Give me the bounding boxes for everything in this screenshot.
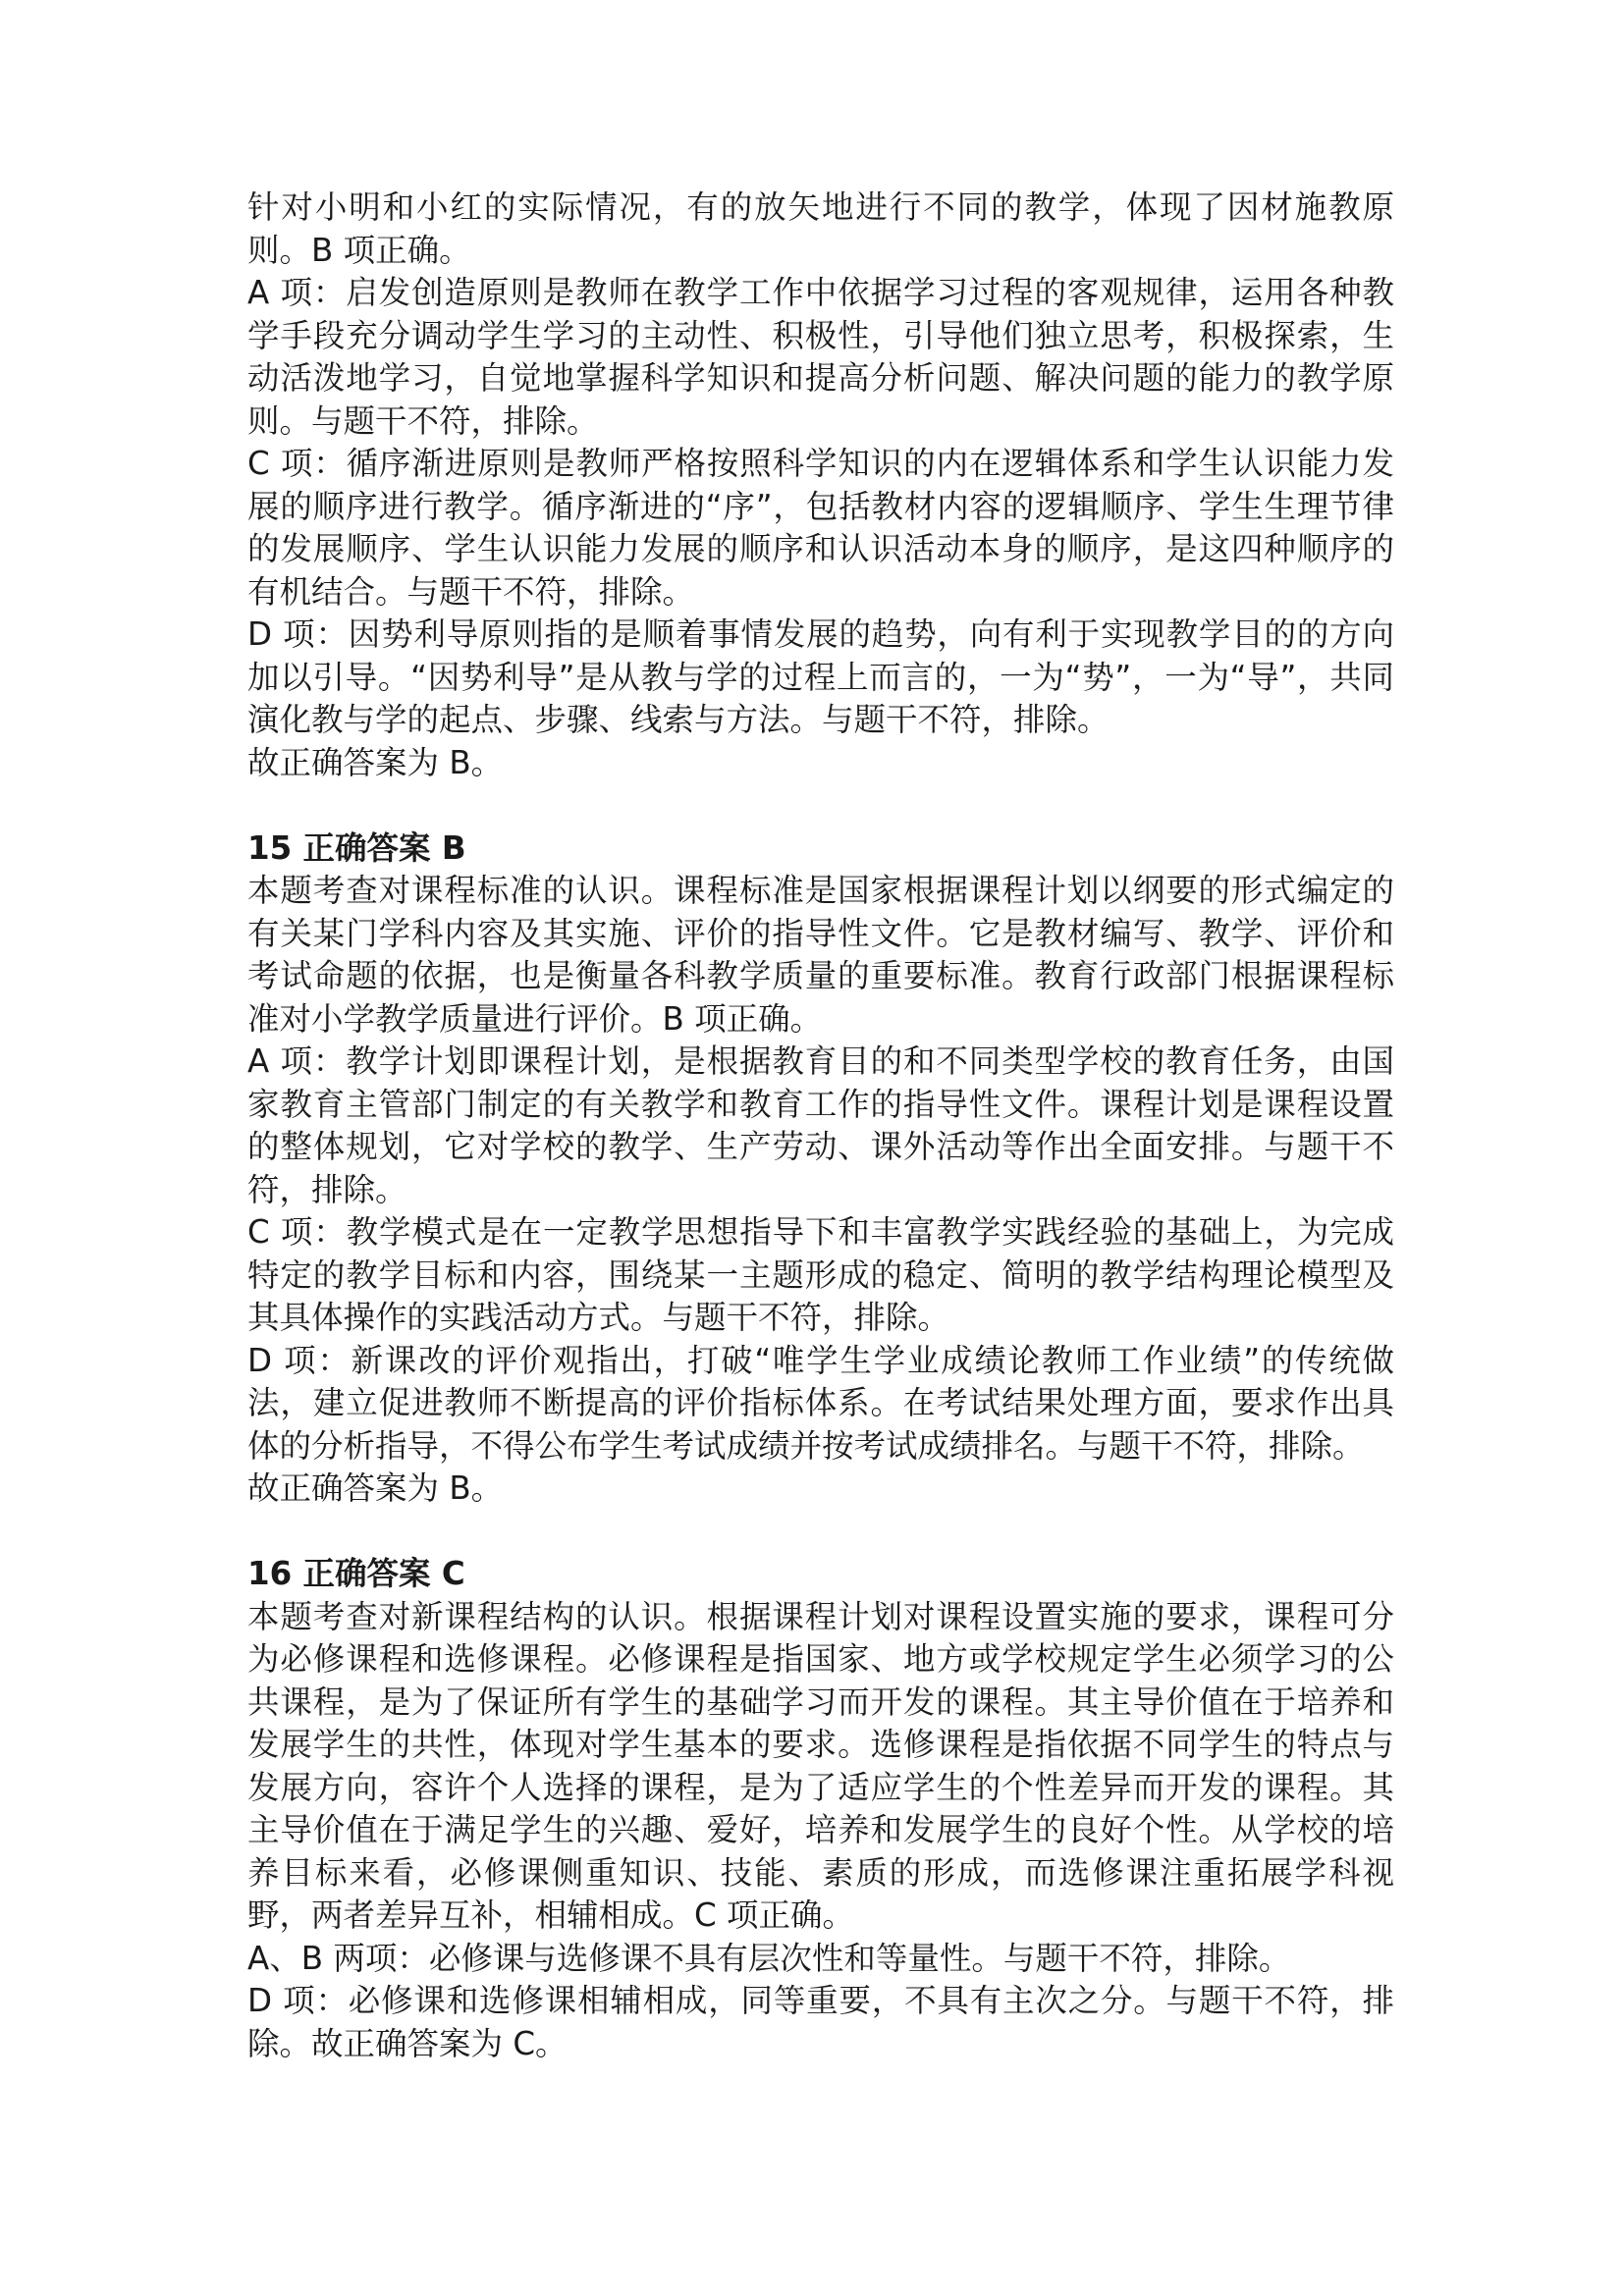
q16-option-d: D 项：必修课和选修课相辅相成，同等重要，不具有主次之分。与题干不符，排除。故正确答案为 C。 xyxy=(247,1982,1394,2062)
intro-option-d: D 项：因势利导原则指的是顺着事情发展的趋势，向有利于实现教学目的的方向加以引导。“因势利导”是从教与学的过程上而言的，一为“势”，一为“导”，共同演化教与学的起点、步骤、线索与方法。与题干不符，排除。 xyxy=(247,615,1394,738)
question-16-heading: 16 正确答案 C xyxy=(247,1555,465,1592)
q15-option-c: C 项：教学模式是在一定教学思想指导下和丰富教学实践经验的基础上，为完成特定的教学目标和内容，围绕某一主题形成的稳定、简明的教学结构理论模型及其具体操作的实践活动方式。与题干不符，排除。 xyxy=(247,1213,1394,1336)
q15-option-a: A 项：教学计划即课程计划，是根据教育目的和不同类型学校的教育任务，由国家教育主管部门制定的有关教学和教育工作的指导性文件。课程计划是课程设置的整体规划，它对学校的教学、生产劳动、课外活动等作出全面安排。与题干不符，排除。 xyxy=(247,1042,1394,1208)
section-spacer xyxy=(247,1511,1394,1554)
intro-conclusion: 故正确答案为 B。 xyxy=(247,743,504,781)
q15-explanation: 本题考查对课程标准的认识。课程标准是国家根据课程计划以纲要的形式编定的有关某门学科内容及其实施、评价的指导性文件。它是教材编写、教学、评价和考试命题的依据，也是衡量各科教学质量的重要标准。教育行政部门根据课程标准对小学教学质量进行评价。B 项正确。 xyxy=(247,872,1394,1038)
intro-option-a: A 项：启发创造原则是教师在教学工作中依据学习过程的客观规律，运用各种教学手段充分调动学生学习的主动性、积极性，引导他们独立思考，积极探索，生动活泼地学习，自觉地掌握科学知识和提高分析问题、解决问题的能力的教学原则。与题干不符，排除。 xyxy=(247,274,1394,440)
document-page xyxy=(247,187,1394,2065)
q16-option-ab: A、B 两项：必修课与选修课不具有层次性和等量性。与题干不符，排除。 xyxy=(247,1939,1291,1977)
section-spacer xyxy=(247,784,1394,828)
question-15-heading: 15 正确答案 B xyxy=(247,828,466,867)
q15-option-d: D 项：新课改的评价观指出，打破“唯学生学业成绩论教师工作业绩”的传统做法，建立促进教师不断提高的评价指标体系。在考试结果处理方面，要求作出具体的分析指导，不得公布学生考试成绩并按考试成绩排名。与题干不符，排除。 xyxy=(247,1341,1394,1465)
q15-conclusion: 故正确答案为 B。 xyxy=(247,1469,504,1507)
question-15-section xyxy=(247,828,1394,1511)
intro-section xyxy=(247,187,1394,784)
q16-explanation: 本题考查对新课程结构的认识。根据课程计划对课程设置实施的要求，课程可分为必修课程和选修课程。必修课程是指国家、地方或学校规定学生必须学习的公共课程，是为了保证所有学生的基础学习而开发的课程。其主导价值在于培养和发展学生的共性，体现对学生基本的要求。选修课程是指依据不同学生的特点与发展方向，容许个人选择的课程，是为了适应学生的个性差异而开发的课程。其主导价值在于满足学生的兴趣、爱好，培养和发展学生的良好个性。从学校的培养目标来看，必修课侧重知识、技能、素质的形成，而选修课注重拓展学科视野，两者差异互补，相辅相成。C 项正确。 xyxy=(247,1597,1394,1934)
intro-option-c: C 项：循序渐进原则是教师严格按照科学知识的内在逻辑体系和学生认识能力发展的顺序进行教学。循序渐进的“序”，包括教材内容的逻辑顺序、学生生理节律的发展顺序、学生认识能力发展的顺序和认识活动本身的顺序，是这四种顺序的有机结合。与题干不符，排除。 xyxy=(247,445,1394,611)
question-16-section xyxy=(247,1553,1394,2065)
intro-paragraph-1: 针对小明和小红的实际情况，有的放矢地进行不同的教学，体现了因材施教原则。B 项正确。 xyxy=(247,188,1394,269)
